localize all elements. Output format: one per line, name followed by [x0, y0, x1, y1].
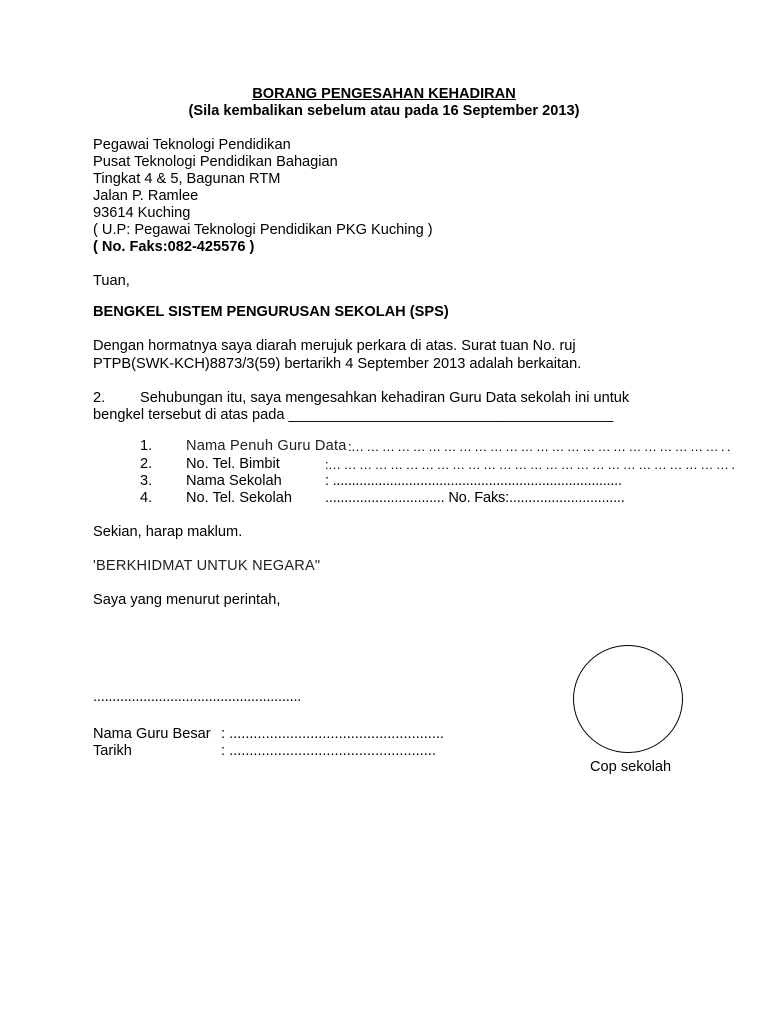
field-2-number: 2. — [140, 456, 153, 472]
closing-text: Sekian, harap maklum. — [93, 524, 243, 540]
field-4-label: No. Tel. Sekolah — [186, 490, 293, 506]
field-3-value: : ............................................................................ — [325, 473, 622, 489]
field-1-number: 1. — [140, 438, 153, 454]
paragraph-2-number: 2. — [93, 390, 106, 406]
headmaster-value: : ..................................................... — [221, 726, 445, 742]
form-title: BORANG PENGESAHAN KEHADIRAN — [252, 86, 516, 102]
fax-number: ( No. Faks:082-425576 ) — [93, 239, 255, 255]
salutation: Tuan, — [93, 273, 130, 289]
address-line-6: ( U.P: Pegawai Teknologi Pendidikan PKG Kuching ) — [93, 222, 433, 238]
paragraph-2-line-2: bengkel tersebut di atas pada ________________________________________ — [93, 407, 614, 423]
motto-text: 'BERKHIDMAT UNTUK NEGARA" — [93, 558, 321, 574]
form-subtitle: (Sila kembalikan sebelum atau pada 16 September 2013) — [188, 103, 580, 119]
field-2-label: No. Tel. Bimbit — [186, 456, 280, 472]
paragraph-1-line-1: Dengan hormatnya saya diarah merujuk perkara di atas. Surat tuan No. ruj — [93, 338, 576, 354]
field-3-label: Nama Sekolah — [186, 473, 282, 489]
signature-line: ...................................................... — [93, 689, 302, 705]
field-2-value: :… … … … … … … … … … … … … … … … … … … … … … … … … … . — [325, 457, 735, 472]
address-line-2: Pusat Teknologi Pendidikan Bahagian — [93, 154, 338, 170]
obedient-text: Saya yang menurut perintah, — [93, 592, 281, 608]
field-4-value: ............................... No. Faks:.............................. — [325, 490, 625, 506]
address-line-3: Tingkat 4 & 5, Bagunan RTM — [93, 171, 281, 187]
headmaster-label: Nama Guru Besar — [93, 726, 211, 742]
address-line-1: Pegawai Teknologi Pendidikan — [93, 137, 291, 153]
school-stamp-circle — [573, 645, 683, 753]
subject-heading: BENGKEL SISTEM PENGURUSAN SEKOLAH (SPS) — [93, 304, 449, 320]
paragraph-1-line-2: PTPB(SWK-KCH)8873/3(59) bertarikh 4 September 2013 adalah berkaitan. — [93, 356, 582, 372]
address-line-5: 93614 Kuching — [93, 205, 191, 221]
field-1-value: :… … … … … … … … … … … … … … … … … … … … … … … … . . — [348, 439, 730, 454]
date-label: Tarikh — [93, 743, 132, 759]
stamp-label: Cop sekolah — [590, 759, 672, 775]
field-3-number: 3. — [140, 473, 153, 489]
paragraph-2-line-1: Sehubungan itu, saya mengesahkan kehadiran Guru Data sekolah ini untuk — [140, 390, 630, 406]
date-value: : ................................................... — [221, 743, 436, 759]
address-line-4: Jalan P. Ramlee — [93, 188, 199, 204]
field-1-label: Nama Penuh Guru Data — [186, 438, 347, 454]
field-4-number: 4. — [140, 490, 153, 506]
